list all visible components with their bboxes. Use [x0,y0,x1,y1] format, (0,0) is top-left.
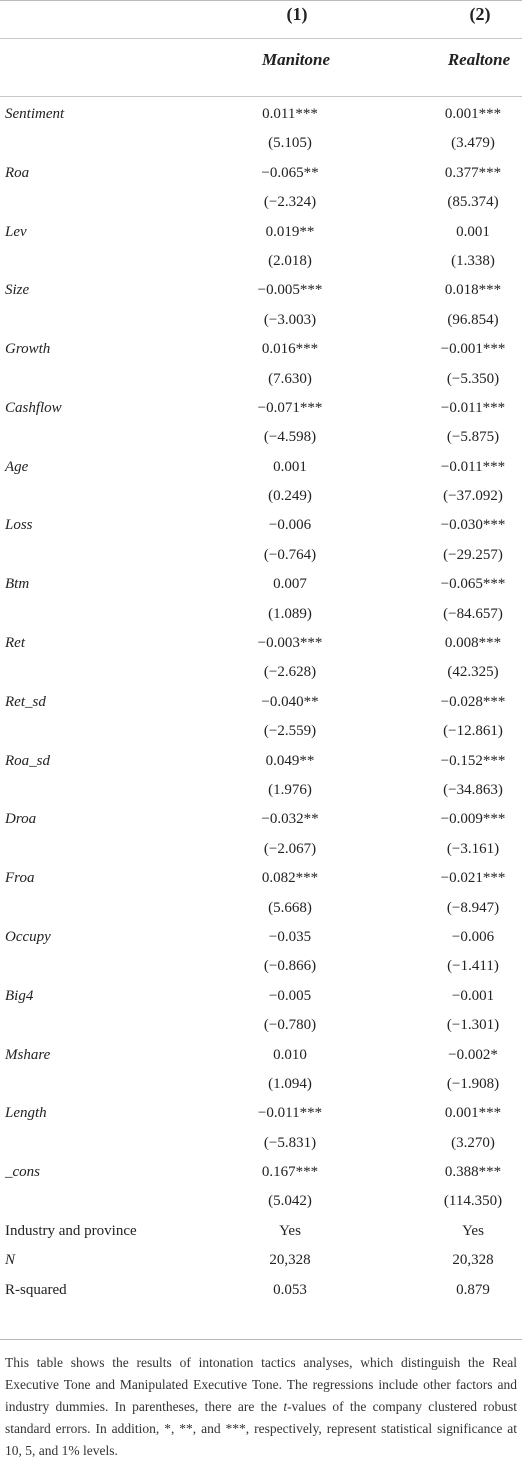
header-rule-1 [0,38,522,39]
cell-realtone: 0.008*** [444,635,502,652]
row-label: R-squared [5,1281,67,1298]
cell-manitone: (−0.780) [263,1017,317,1034]
cell-realtone: (−1.411) [447,958,499,975]
cell-realtone: (3.479) [451,135,495,152]
cell-manitone: (0.249) [268,488,312,505]
table-row [0,247,522,276]
row-label: Industry and province [5,1222,137,1239]
note-part-2: -values of the company clustered robust standard errors. In addition, *, **, and ***, respectively, represent statistical significance at 10, 5, and 1% levels. [5,1399,518,1458]
row-label: Froa [5,870,35,887]
cell-realtone: (−1.301) [446,1017,500,1034]
cell-realtone: (3.270) [451,1134,495,1151]
cell-realtone: −0.001*** [440,341,506,358]
cell-manitone: 0.010 [273,1046,307,1063]
table-row [0,129,522,158]
header-rule-2 [0,96,522,97]
row-label: Big4 [5,987,34,1004]
table-row [0,600,522,629]
table-row [0,1217,522,1246]
cell-realtone: 0.879 [456,1281,490,1298]
column-1-header: Manitone [261,50,331,69]
cell-manitone: −0.011*** [257,1105,323,1122]
table-row [0,952,522,981]
cell-realtone: −0.002* [448,1046,498,1063]
cell-realtone: (−1.908) [446,1075,500,1092]
cell-manitone: (−3.003) [263,311,317,328]
table-row [0,1276,522,1305]
table-row [0,482,522,511]
cell-manitone: (−4.598) [263,429,317,446]
row-label: Growth [5,341,51,358]
cell-manitone: −0.065** [261,164,319,181]
cell-manitone: (−0.866) [263,958,317,975]
cell-manitone: (−2.067) [263,840,317,857]
table-row [0,894,522,923]
table-row [0,1246,522,1275]
cell-realtone: −0.001 [451,987,495,1004]
cell-manitone: −0.005 [268,987,312,1004]
cell-manitone: −0.071*** [257,399,323,416]
cell-realtone: (−12.861) [443,723,503,740]
table-note [5,1352,517,1462]
table-row [0,218,522,247]
table-row [0,1070,522,1099]
row-label: Lev [5,223,27,240]
row-label: Occupy [5,928,51,945]
row-label: Ret_sd [5,693,46,710]
cell-realtone: (−37.092) [443,488,503,505]
cell-manitone: (2.018) [268,252,312,269]
cell-manitone: 0.019** [265,223,315,240]
table-row [0,717,522,746]
cell-manitone: 0.167*** [261,1164,319,1181]
cell-manitone: (−2.324) [263,194,317,211]
table-row [0,276,522,305]
cell-realtone: (−8.947) [446,899,500,916]
cell-manitone: −0.006 [268,517,312,534]
cell-realtone: −0.009*** [440,811,506,828]
row-label: Roa_sd [5,752,50,769]
top-rule [0,0,522,1]
cell-realtone: −0.006 [451,928,495,945]
cell-manitone: 0.016*** [261,341,319,358]
table-row [0,1158,522,1187]
table-row [0,159,522,188]
table-row [0,835,522,864]
cell-realtone: 0.001*** [444,1105,502,1122]
cell-manitone: (5.668) [268,899,312,916]
cell-manitone: (−0.764) [263,546,317,563]
cell-manitone: −0.040** [261,693,319,710]
row-label: Size [5,282,30,299]
table-row [0,1011,522,1040]
table-row [0,1099,522,1128]
cell-realtone: (−3.161) [446,840,500,857]
cell-realtone: (85.374) [447,194,499,211]
row-label: Loss [5,517,33,534]
table-row [0,423,522,452]
cell-manitone: −0.005*** [257,282,323,299]
cell-realtone: −0.011*** [440,458,506,475]
cell-realtone: (−5.875) [446,429,500,446]
cell-realtone: (−29.257) [443,546,503,563]
table-row [0,100,522,129]
table-row [0,541,522,570]
table-row [0,982,522,1011]
row-label: Btm [5,576,30,593]
row-label: Mshare [5,1046,51,1063]
note-t-symbol: t [283,1399,288,1414]
bottom-rule [0,1339,522,1340]
table-row [0,805,522,834]
cell-realtone: 0.377*** [444,164,502,181]
cell-manitone: 0.082*** [261,870,319,887]
table-row [0,1129,522,1158]
cell-manitone: (−5.831) [263,1134,317,1151]
table-row [0,747,522,776]
cell-manitone: (1.094) [268,1075,312,1092]
cell-manitone: 0.001 [273,458,307,475]
cell-realtone: −0.021*** [440,870,506,887]
row-label: _cons [5,1164,40,1181]
row-label: Length [5,1105,47,1122]
cell-manitone: (−2.559) [263,723,317,740]
table-row [0,776,522,805]
row-label: N [5,1252,16,1269]
cell-realtone: −0.030*** [440,517,506,534]
row-label: Sentiment [5,106,65,122]
column-1-number: (1) [286,4,308,24]
cell-realtone: (1.338) [451,252,495,269]
table-row [0,688,522,717]
cell-realtone: 0.001*** [444,106,502,122]
table-row [0,394,522,423]
cell-realtone: −0.065*** [440,576,506,593]
cell-manitone: (5.105) [268,135,312,152]
cell-manitone: 0.053 [273,1281,307,1298]
cell-manitone: −0.032** [261,811,319,828]
column-2-number: (2) [469,4,491,24]
cell-realtone: 0.001 [456,223,490,240]
table-row [0,658,522,687]
row-label: Roa [5,164,30,181]
row-label: Cashflow [5,399,62,416]
cell-manitone: (5.042) [268,1193,312,1210]
row-label: Droa [5,811,37,828]
cell-realtone: 0.018*** [444,282,502,299]
cell-manitone: −0.035 [268,928,312,945]
table-row [0,511,522,540]
table-row [0,365,522,394]
cell-manitone: (−2.628) [263,664,317,681]
cell-manitone: Yes [279,1222,301,1239]
cell-realtone: 20,328 [452,1252,494,1269]
cell-manitone: 0.011*** [262,106,318,122]
table-row [0,188,522,217]
table-row [0,306,522,335]
cell-manitone: (7.630) [268,370,312,387]
cell-manitone: (1.976) [268,781,312,798]
cell-manitone: −0.003*** [257,635,323,652]
cell-realtone: (−5.350) [446,370,500,387]
table-row [0,570,522,599]
note-part-1: This table shows the results of intonation tactics analyses, which distinguish the Real Executive Tone and Manipulated Executive Tone. The regressions include other factors and industry dummies. In parentheses, there are the [5,1355,517,1414]
table-row [0,923,522,952]
cell-realtone: (96.854) [447,311,499,328]
cell-realtone: (−84.657) [443,605,503,622]
cell-manitone: 0.007 [273,576,307,593]
table-row [0,1041,522,1070]
cell-realtone: (42.325) [447,664,499,681]
cell-realtone: Yes [462,1222,484,1239]
cell-realtone: −0.011*** [440,399,506,416]
row-label: Age [5,458,29,475]
cell-manitone: 0.049** [265,752,315,769]
cell-realtone: (114.350) [443,1193,503,1210]
table-row [0,453,522,482]
column-2-header: Realtone [447,50,511,69]
table-row [0,1187,522,1216]
cell-realtone: −0.028*** [440,693,506,710]
cell-realtone: −0.152*** [440,752,506,769]
table-body [0,100,522,1305]
table-row [0,629,522,658]
table-row [0,864,522,893]
table-row [0,335,522,364]
cell-manitone: 20,328 [269,1252,311,1269]
cell-manitone: (1.089) [268,605,312,622]
cell-realtone: (−34.863) [443,781,503,798]
row-label: Ret [5,635,25,652]
cell-realtone: 0.388*** [444,1164,502,1181]
